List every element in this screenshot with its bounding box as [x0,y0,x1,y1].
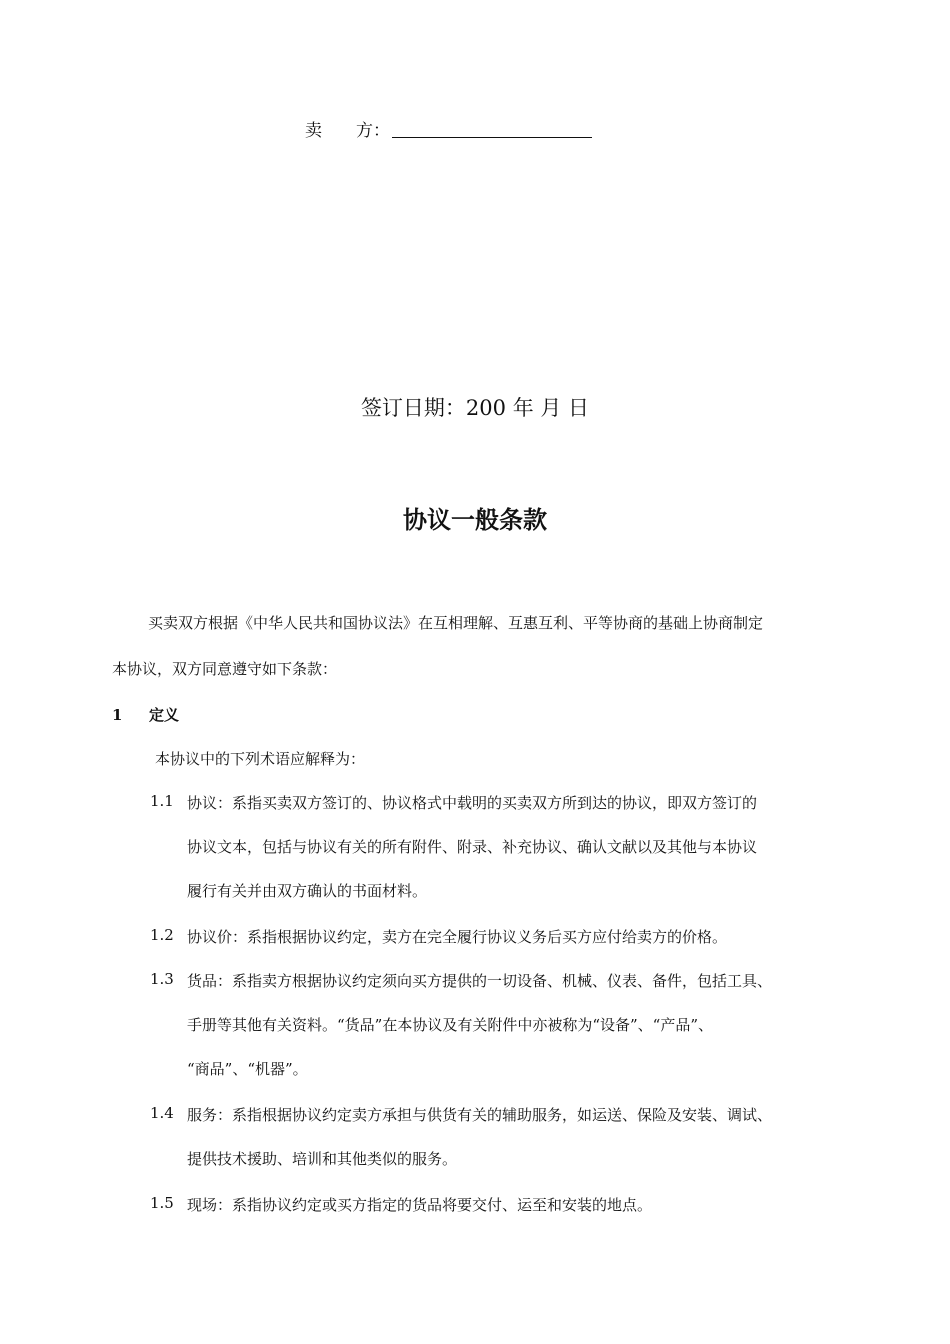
item-1-1-number: 1.1 [150,792,174,810]
item-1-3-number: 1.3 [150,970,174,988]
section-1-title: 定义 [149,706,180,724]
signing-date: 签订日期：200 年 月 日 [360,396,590,420]
item-1-3-line-3: “商品”、“机器”。 [187,1060,308,1078]
section-1-lead: 本协议中的下列术语应解释为： [155,750,366,768]
item-1-2-line-1: 协议价：系指根据协议约定，卖方在完全履行协议义务后买方应付给卖方的价格。 [187,928,728,946]
item-1-5-number: 1.5 [150,1194,174,1212]
seller-label: 卖 方： [305,121,390,141]
item-1-3-line-2: 手册等其他有关资料。“货品”在本协议及有关附件中亦被称为“设备”、“产品”、 [187,1016,714,1034]
item-1-1-line-1: 协议：系指买卖双方签订的、协议格式中载明的买卖双方所到达的协议，即双方签订的 [187,794,758,812]
document-title: 协议一般条款 [403,505,547,534]
section-1-heading [112,704,179,725]
item-1-2-number: 1.2 [150,926,174,944]
item-1-4-line-1: 服务：系指根据协议约定卖方承担与供货有关的辅助服务，如运送、保险及安装、调试、 [187,1106,773,1124]
item-1-1-line-3: 履行有关并由双方确认的书面材料。 [187,882,428,900]
item-1-3-line-1: 货品：系指卖方根据协议约定须向买方提供的一切设备、机械、仪表、备件，包括工具、 [187,972,773,990]
intro-line-1: 买卖双方根据《中华人民共和国协议法》在互相理解、互惠互利、平等协商的基础上协商制定 [148,614,764,632]
intro-line-2: 本协议，双方同意遵守如下条款： [112,660,338,678]
item-1-4-number: 1.4 [150,1104,174,1122]
item-1-5-line-1: 现场：系指协议约定或买方指定的货品将要交付、运至和安装的地点。 [187,1196,653,1214]
section-1-number: 1 [112,706,123,724]
item-1-4-line-2: 提供技术援助、培训和其他类似的服务。 [187,1150,458,1168]
item-1-1-line-2: 协议文本，包括与协议有关的所有附件、附录、补充协议、确认文献以及其他与本协议 [187,838,758,856]
seller-blank-line [392,119,592,138]
seller-field [305,116,592,141]
